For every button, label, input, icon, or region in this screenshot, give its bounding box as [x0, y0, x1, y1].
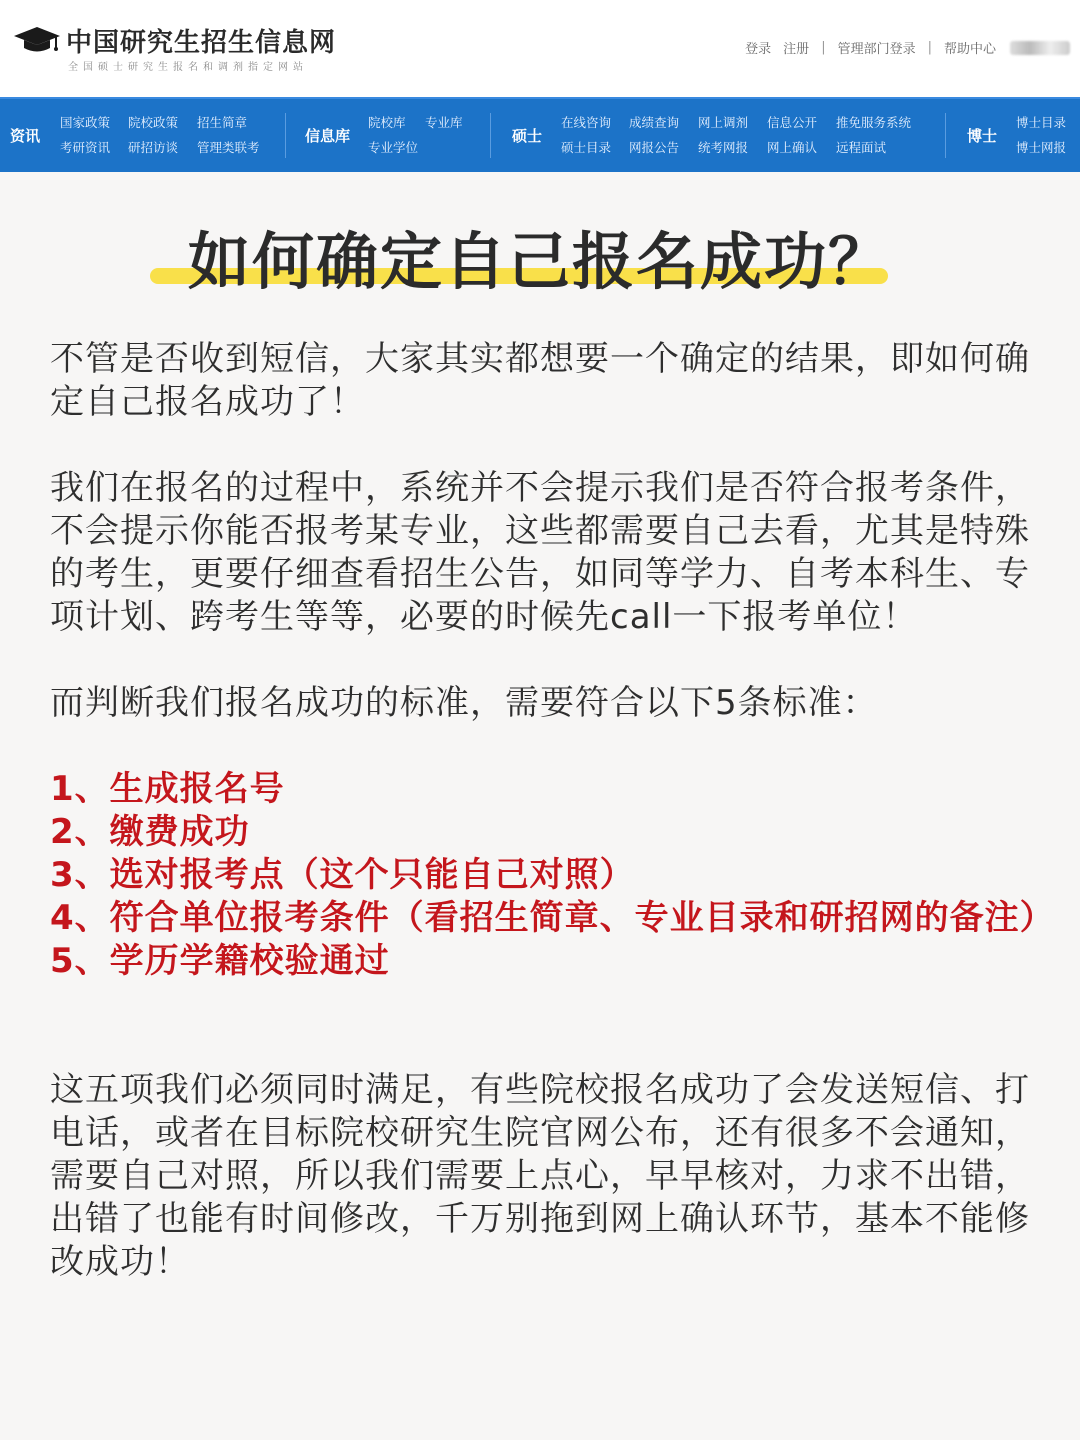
article-body [0, 172, 1080, 1440]
nav-link-shuoshi-mulu[interactable]: 硕士目录 [561, 140, 612, 155]
nav-link-chengji-chaxun[interactable]: 成绩查询 [629, 115, 680, 130]
nav-link-boshi-mulu[interactable]: 博士目录 [1016, 115, 1067, 130]
nav-divider [945, 113, 946, 158]
nav-link-wangshang-queren[interactable]: 网上确认 [767, 140, 818, 155]
paragraph-intro: 不管是否收到短信，大家其实都想要一个确定的结果，即如何确定自己报名成功了！ [50, 339, 1030, 422]
nav-link-zaixian-zixun[interactable]: 在线咨询 [561, 115, 612, 130]
nav-link-wangbao-gonggao[interactable]: 网报公告 [629, 140, 680, 155]
graduation-cap-icon[interactable] [12, 24, 62, 54]
nav-link-yuancheng-mianshi[interactable]: 远程面试 [836, 140, 887, 155]
site-title[interactable]: 中国研究生招生信息网 [66, 28, 337, 58]
nav-divider [490, 113, 491, 158]
criteria-item: 4、符合单位报考条件（看招生简章、专业目录和研招网的备注） [50, 898, 1055, 938]
main-nav [0, 97, 1080, 172]
nav-group-zixun[interactable]: 资讯 [10, 127, 41, 145]
nav-divider [285, 113, 286, 158]
link-separator: | [821, 40, 826, 55]
site-subtitle: 全国硕士研究生报名和调剂指定网站 [68, 62, 308, 73]
criteria-item: 5、学历学籍校验通过 [50, 941, 390, 981]
user-avatar[interactable] [1010, 41, 1070, 55]
paragraph-context: 我们在报名的过程中，系统并不会提示我们是否符合报考条件，不会提示你能否报考某专业，这些都需要自己去看，尤其是特殊的考生，更要仔细查看招生公告，如同等学力、自考本科生、专项计划、跨考生等等，必要的时候先call一下报考单位！ [50, 468, 1030, 637]
criteria-item: 2、缴费成功 [50, 812, 250, 852]
nav-group-xinxiku[interactable]: 信息库 [305, 127, 351, 145]
criteria-item: 3、选对报考点（这个只能自己对照） [50, 855, 635, 895]
link-separator: | [927, 40, 932, 55]
nav-link-yuanxiao-zhengce[interactable]: 院校政策 [128, 115, 179, 130]
nav-link-yanzhao-fangtan[interactable]: 研招访谈 [128, 140, 179, 155]
site-header [0, 0, 1080, 97]
nav-link-kaoyan-zixun[interactable]: 考研资讯 [60, 140, 111, 155]
nav-link-yuanxiaoku[interactable]: 院校库 [368, 115, 406, 130]
register-link[interactable]: 注册 [783, 42, 810, 57]
help-center-link[interactable]: 帮助中心 [943, 42, 996, 57]
admin-login-link[interactable]: 管理部门登录 [837, 42, 916, 57]
paragraph-criteria-lead: 而判断我们报名成功的标准，需要符合以下5条标准： [50, 683, 878, 723]
nav-group-boshi[interactable]: 博士 [967, 127, 998, 145]
nav-link-guanlilei-liankao[interactable]: 管理类联考 [197, 140, 260, 155]
nav-group-shuoshi[interactable]: 硕士 [512, 127, 543, 145]
nav-link-wangshang-tiaoji[interactable]: 网上调剂 [698, 115, 749, 130]
criteria-item: 1、生成报名号 [50, 769, 285, 809]
top-links [739, 38, 1070, 57]
nav-link-zhaosheng-jianzhang[interactable]: 招生简章 [197, 115, 248, 130]
criteria-list [50, 768, 1055, 983]
nav-link-tongkao-wangbao[interactable]: 统考网报 [698, 140, 749, 155]
nav-link-xinxi-gongkai[interactable]: 信息公开 [767, 115, 818, 130]
article-title-wrap [0, 212, 1080, 301]
nav-link-tuimian-fuwu[interactable]: 推免服务系统 [836, 115, 912, 130]
nav-link-zhuanyeku[interactable]: 专业库 [425, 115, 463, 130]
nav-link-boshi-wangbao[interactable]: 博士网报 [1016, 140, 1067, 155]
nav-link-zhuanye-xuewei[interactable]: 专业学位 [368, 140, 419, 155]
article-title: 如何确定自己报名成功？ [187, 225, 892, 298]
paragraph-conclusion: 这五项我们必须同时满足，有些院校报名成功了会发送短信、打电话，或者在目标院校研究生院官网公布，还有很多不会通知，需要自己对照，所以我们需要上点心，早早核对，力求不出错，出错了也能有时间修改，千万别拖到网上确认环节，基本不能修改成功！ [50, 1070, 1030, 1282]
nav-link-guojia-zhengce[interactable]: 国家政策 [60, 115, 111, 130]
login-link[interactable]: 登录 [745, 42, 772, 57]
